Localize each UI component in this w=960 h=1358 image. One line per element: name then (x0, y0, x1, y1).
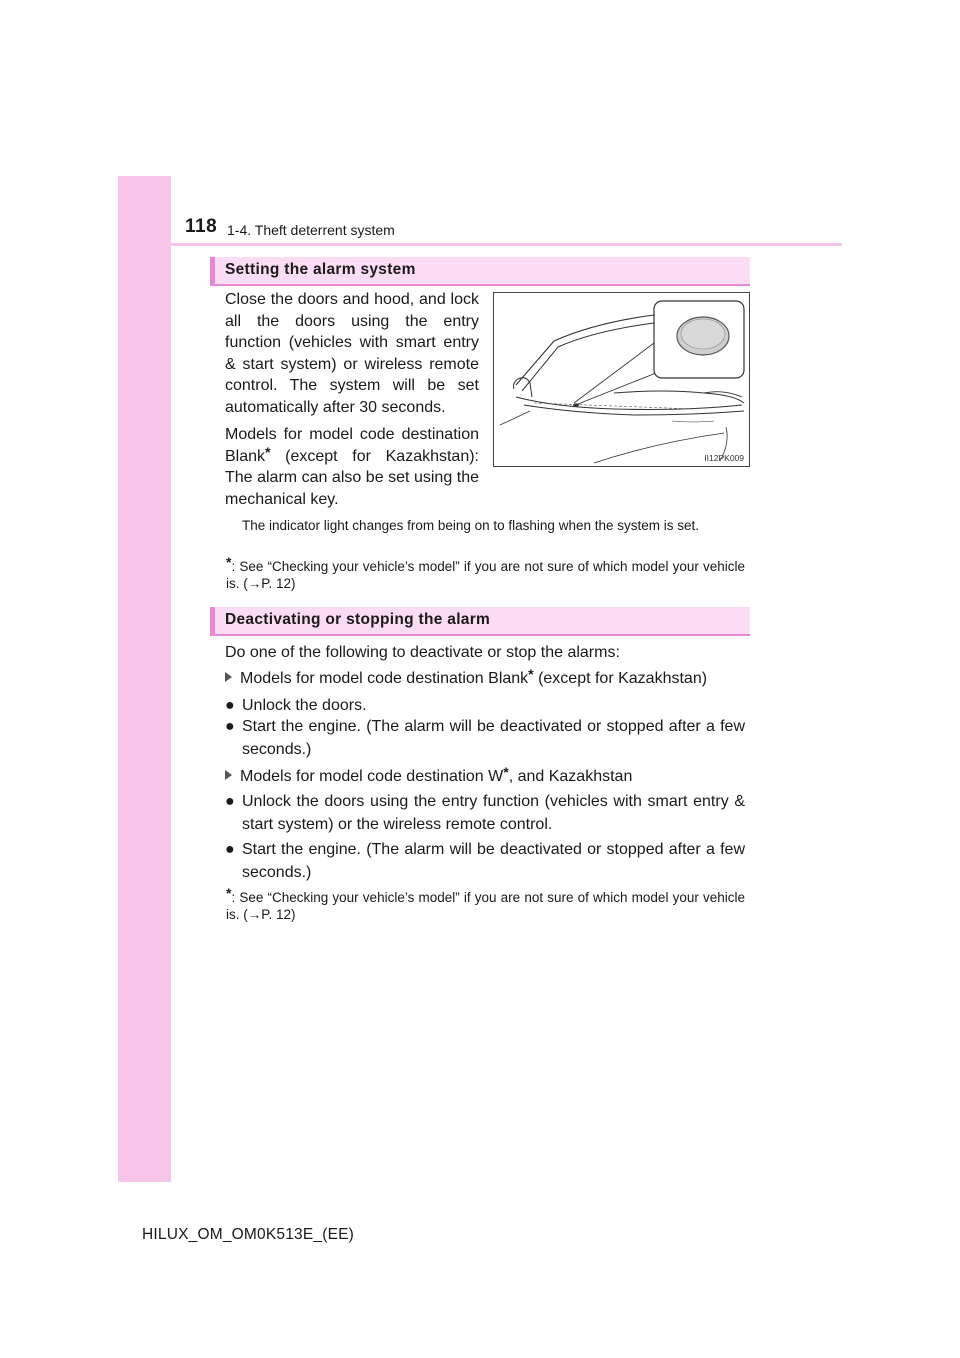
section-title: Setting the alarm system (225, 261, 416, 278)
footnote-2: *: See “Checking your vehicle’s model” if you are not sure of which model your vehicle is. (→P. 12) (226, 885, 745, 922)
list-item: ● Start the engine. (The alarm will be deactivated or stopped after a few seconds.) (225, 838, 745, 884)
list-item: ● Start the engine. (The alarm will be deactivated or stopped after a few seconds.) (225, 715, 745, 761)
asterisk-mark: * (226, 885, 232, 901)
arrow-symbol: → (247, 576, 262, 591)
asterisk-mark: * (503, 764, 509, 780)
asterisk-mark: * (226, 554, 232, 570)
arrow-symbol: → (247, 907, 262, 922)
document-code: HILUX_OM_OM0K513E_(EE) (142, 1226, 355, 1243)
header-rule (118, 243, 842, 246)
setting-instructions: Close the doors and hood, and lock all the doors using the entry function (vehicles with smart entry & start system) or wireless remote control. The system will be set automatically after 30 seconds. (225, 291, 479, 416)
list-item: ● Unlock the doors. (225, 694, 745, 717)
bullet-icon: ● (225, 697, 235, 714)
bullet-icon: ● (225, 718, 235, 735)
bullet-icon: ● (225, 793, 235, 810)
deactivate-intro: Do one of the following to deactivate or stop the alarms: (225, 644, 620, 661)
group-heading-blank: Models for model code destination Blank* (except for Kazakhstan) (225, 668, 750, 690)
windshield-indicator-figure (493, 292, 750, 467)
footnote-1: *: See “Checking your vehicle’s model” if you are not sure of which model your vehicle is. (→P. 12) (226, 554, 745, 591)
mechanical-key-note: Models for model code destination Blank* (except for Kazakhstan): The alarm can also be set using the mechanical key. (225, 426, 479, 508)
group-heading-w: Models for model code destination W*, and Kazakhstan (225, 766, 750, 788)
side-tab-strip (118, 176, 171, 1182)
windshield-illustration (494, 293, 749, 466)
section-title: Deactivating or stopping the alarm (225, 611, 491, 628)
section-heading-deactivating-alarm (210, 607, 750, 636)
figure-code: II12PK009 (704, 453, 744, 463)
bullet-icon: ● (225, 841, 235, 858)
asterisk-mark: * (528, 666, 534, 682)
triangle-marker-icon (225, 672, 232, 682)
list-item: ● Unlock the doors using the entry function (vehicles with smart entry & start system) or the wireless remote control. (225, 790, 745, 836)
section-heading-setting-alarm (210, 257, 750, 286)
triangle-marker-icon (225, 770, 232, 780)
asterisk-mark: * (265, 443, 271, 460)
page-number: 118 (185, 216, 218, 237)
running-head: 1-4. Theft deterrent system (227, 222, 395, 238)
indicator-note: The indicator light changes from being on to flashing when the system is set. (242, 518, 699, 533)
